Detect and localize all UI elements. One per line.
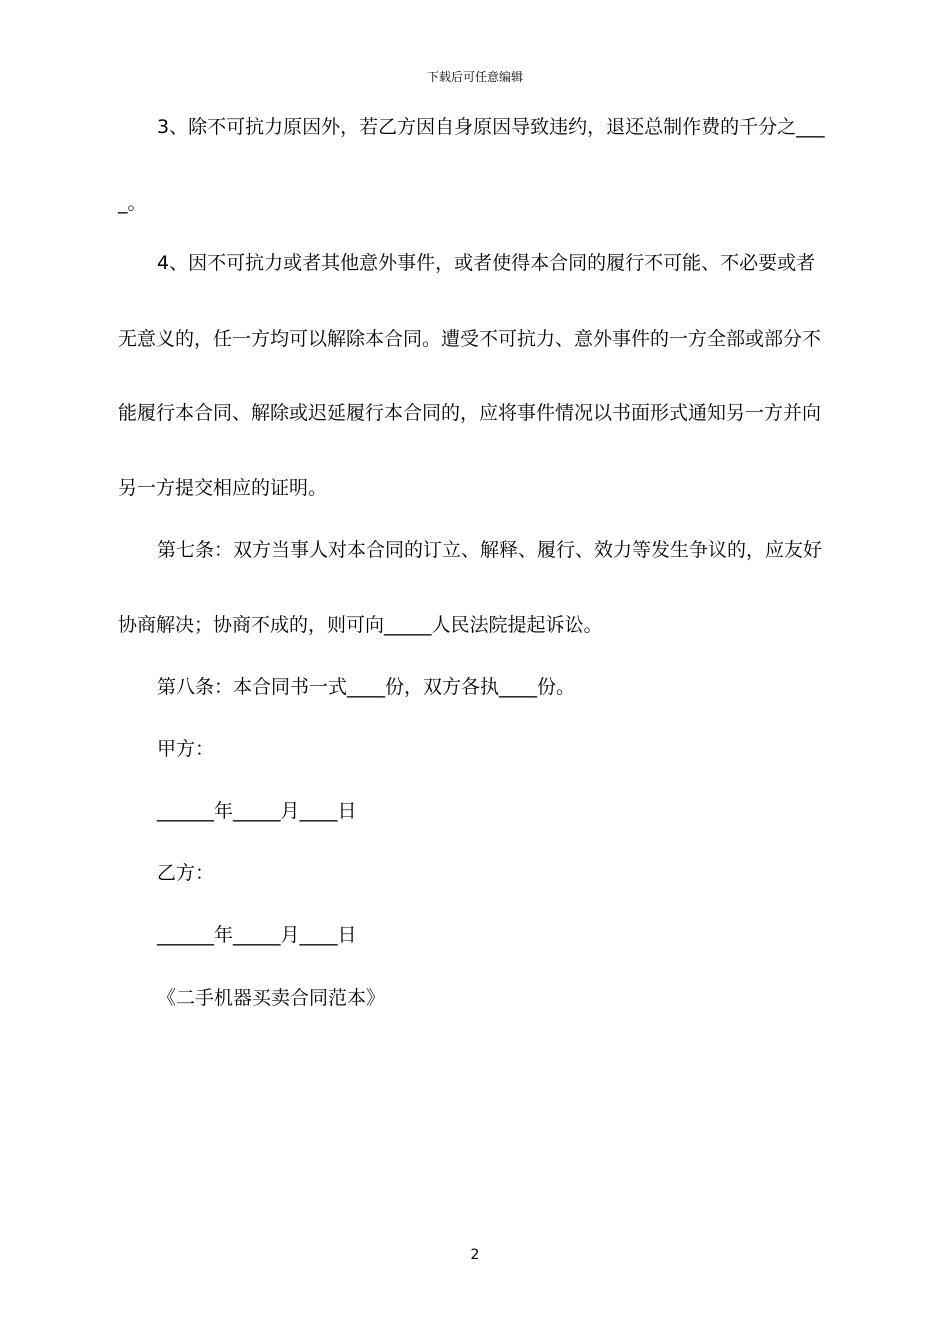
clause-4-line-4: 另一方提交相应的证明。 [118,477,328,499]
article-8: 第八条：本合同书一式____份，双方各执____份。 [157,676,576,698]
clause-3-line-2: _。 [118,192,147,214]
header-note: 下载后可任意编辑 [426,70,523,84]
clause-4-line-2: 无意义的，任一方均可以解除本合同。遭受不可抗力、意外事件的一方全部或部分不 [118,328,822,350]
clause-3-line-1: 3、除不可抗力原因外，若乙方因自身原因导致违约，退还总制作费的千分之___ [157,116,825,138]
party-b-date: ______年_____月____日 [157,924,357,946]
article-7-line-1: 第七条：双方当事人对本合同的订立、解释、履行、效力等发生争议的，应友好 [157,539,823,561]
article-7-line-2: 协商解决；协商不成的，则可向_____人民法院提起诉讼。 [118,614,603,636]
clause-4-line-3: 能履行本合同、解除或迟延履行本合同的，应将事件情况以书面形式通知另一方并向 [118,402,822,424]
party-a-date: ______年_____月____日 [157,800,357,822]
page-number: 2 [470,1247,480,1263]
party-a-label: 甲方： [157,738,215,760]
document-title: 《二手机器买卖合同范本》 [157,987,386,1009]
party-b-label: 乙方： [157,862,215,884]
clause-4-line-1: 4、因不可抗力或者其他意外事件，或者使得本合同的履行不可能、不必要或者 [157,252,816,274]
